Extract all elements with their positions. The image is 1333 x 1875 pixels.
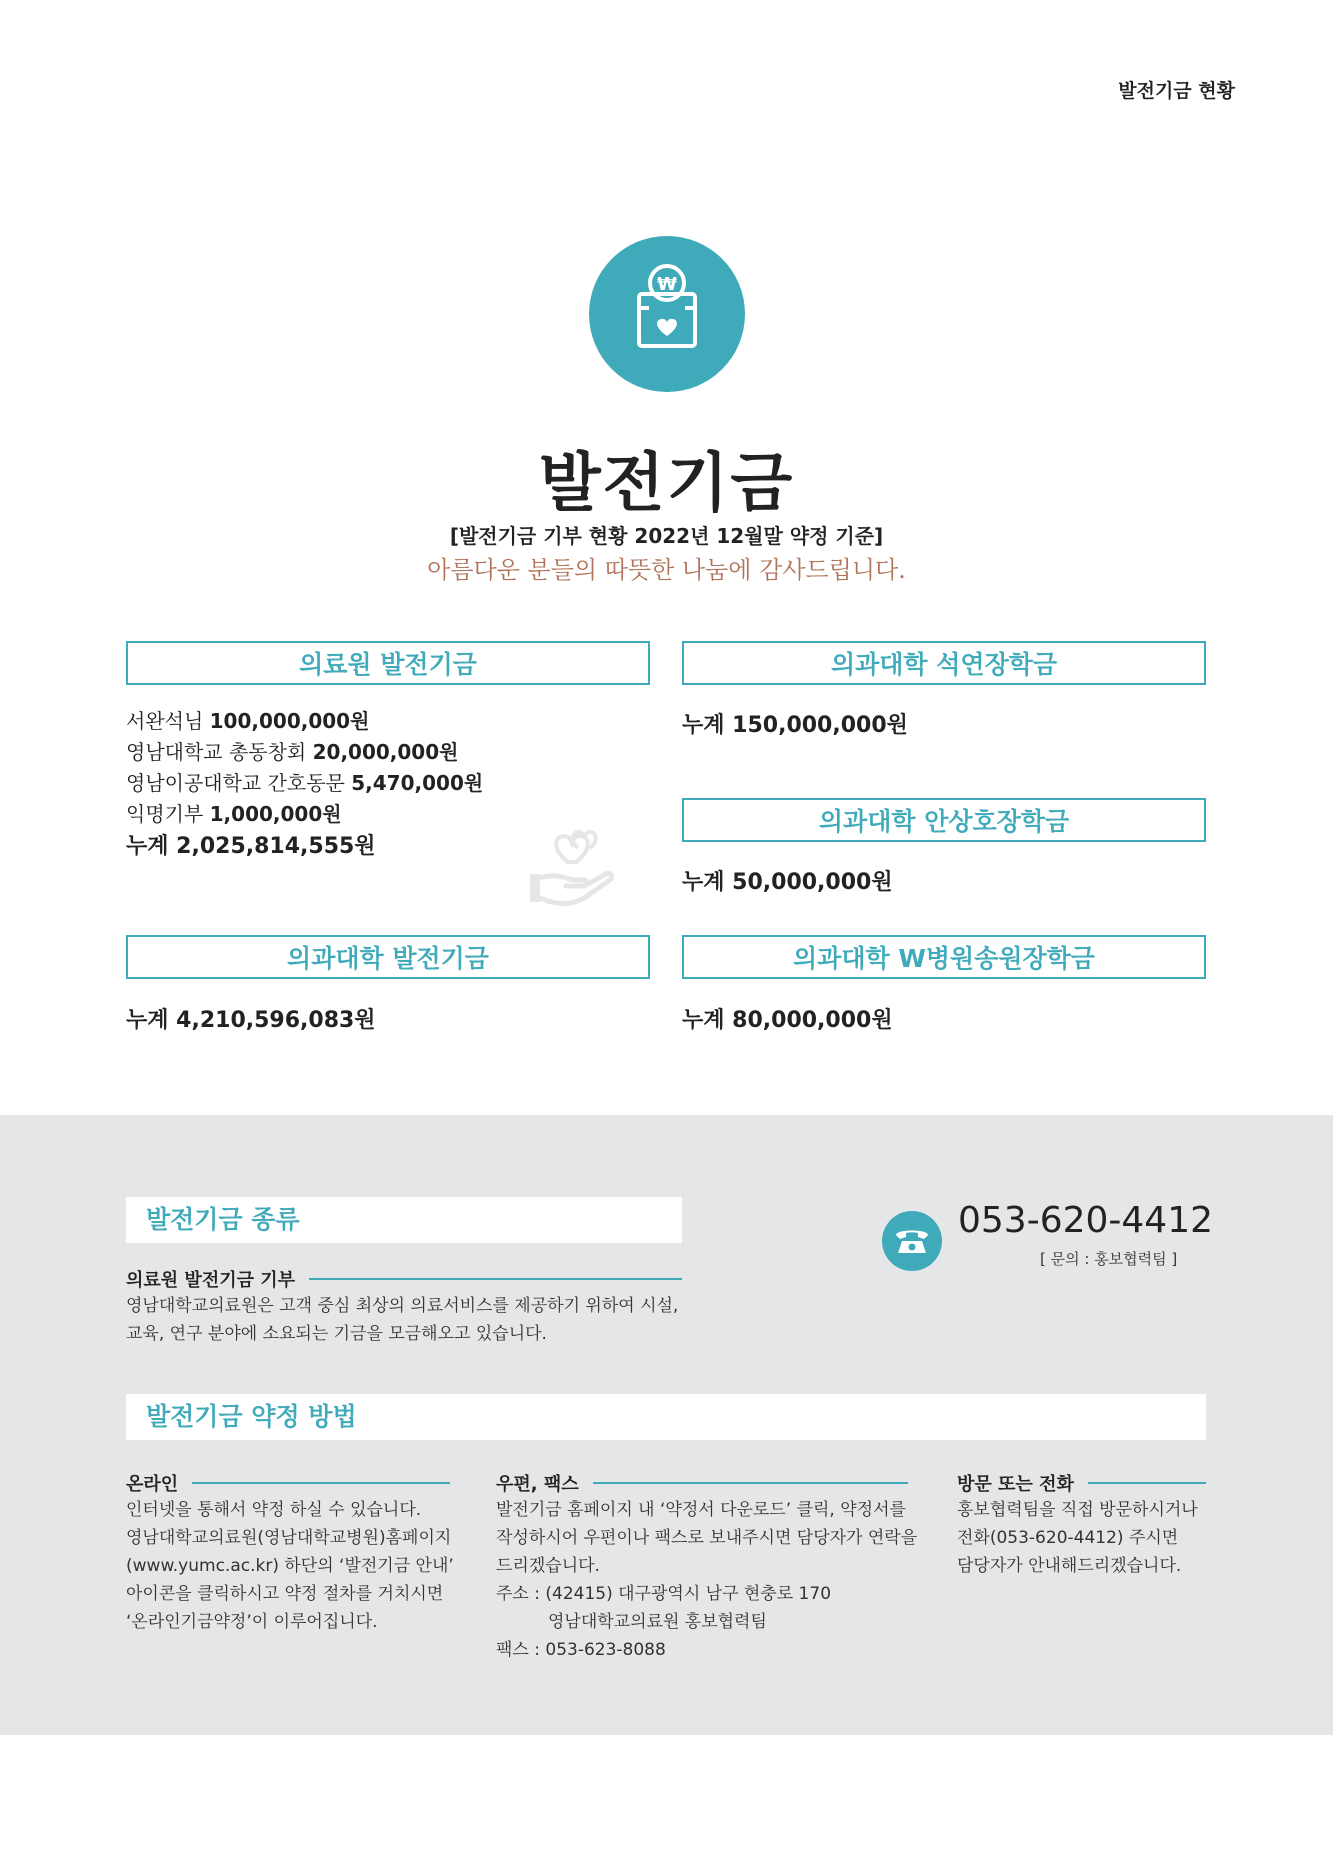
seokyeon-fund-title: 의과대학 석연장학금 [682, 641, 1206, 685]
phone-number: 053-620-4412 [958, 1200, 1214, 1241]
wbyeongwon-fund-title: 의과대학 W병원송원장학금 [682, 935, 1206, 979]
donor-row [126, 737, 576, 768]
visit-body [957, 1496, 1217, 1580]
svg-text:₩: ₩ [657, 274, 677, 295]
address-line: 영남대학교의료원 홍보협력팀 [548, 1612, 767, 1632]
body-line: 영남대학교의료원(영남대학교병원)홈페이지 [126, 1528, 452, 1548]
divider [192, 1482, 450, 1484]
divider [593, 1482, 908, 1484]
visit-title: 방문 또는 전화 [957, 1474, 1074, 1495]
body-line: 홍보협력팀을 직접 방문하시거나 [957, 1500, 1198, 1520]
donor-row [126, 768, 576, 799]
body-line: 교육, 연구 분야에 소요되는 기금을 모금해오고 있습니다. [126, 1324, 547, 1344]
donor-name: 익명기부 [126, 802, 204, 826]
donor-amount: 20,000,000원 [312, 740, 459, 764]
body-line: 인터넷을 통해서 약정 하실 수 있습니다. [126, 1500, 422, 1520]
seokyeon-fund-total: 누계 150,000,000원 [682, 713, 908, 738]
mail-title: 우편, 팩스 [496, 1474, 579, 1495]
fax-line: 팩스 : 053-623-8088 [496, 1640, 666, 1660]
wbyeongwon-fund-total: 누계 80,000,000원 [682, 1008, 893, 1033]
pledge-heading: 발전기금 약정 방법 [126, 1394, 1206, 1440]
fund-types-subheading: 의료원 발전기금 기부 [126, 1270, 296, 1291]
donor-row [126, 799, 576, 830]
body-line: 아이콘을 클릭하시고 약정 절차를 거치시면 [126, 1584, 444, 1604]
donor-name: 영남대학교 총동창회 [126, 740, 307, 764]
hospital-fund-title: 의료원 발전기금 [126, 641, 650, 685]
phone-note: [ 문의 : 홍보협력팀 ] [1040, 1250, 1178, 1268]
hospital-fund-total: 누계 2,025,814,555원 [126, 834, 376, 859]
divider [309, 1278, 682, 1280]
donor-name: 서완석님 [126, 709, 204, 733]
fund-types-body [126, 1292, 706, 1348]
ansangho-fund-title: 의과대학 안상호장학금 [682, 798, 1206, 842]
body-line: (www.yumc.ac.kr) 하단의 ‘발전기금 안내’ [126, 1556, 454, 1576]
body-line: ‘온라인기금약정’이 이루어집니다. [126, 1612, 378, 1632]
donor-amount: 1,000,000원 [209, 802, 342, 826]
body-line: 드리겠습니다. [496, 1556, 600, 1576]
mail-title-row [496, 1470, 908, 1496]
donor-row [126, 706, 576, 737]
fund-types-heading: 발전기금 종류 [126, 1197, 682, 1243]
mail-body [496, 1496, 936, 1664]
body-line: 영남대학교의료원은 고객 중심 최상의 의료서비스를 제공하기 위하여 시설, [126, 1296, 679, 1316]
hospital-fund-list [126, 706, 576, 864]
thanks-message: 아름다운 분들의 따뜻한 나눔에 감사드립니다. [427, 556, 906, 584]
heart-hand-icon [522, 818, 622, 918]
page-subtitle: [발전기금 기부 현황 2022년 12월말 약정 기준] [449, 524, 884, 548]
fund-types-subheading-row [126, 1266, 682, 1292]
body-line: 담당자가 안내해드리겠습니다. [957, 1556, 1182, 1576]
online-title-row [126, 1470, 450, 1496]
online-title: 온라인 [126, 1474, 179, 1495]
phone-icon [882, 1211, 942, 1271]
online-body [126, 1496, 466, 1636]
donor-amount: 100,000,000원 [209, 709, 370, 733]
donation-box-icon [589, 236, 745, 392]
page-title: 발전기금 [538, 447, 795, 521]
body-line: 전화(053-620-4412) 주시면 [957, 1528, 1179, 1548]
ansangho-fund-total: 누계 50,000,000원 [682, 870, 893, 895]
body-line: 발전기금 홈페이지 내 ‘약정서 다운로드’ 클릭, 약정서를 [496, 1500, 906, 1520]
divider [1088, 1482, 1206, 1484]
donor-name: 영남이공대학교 간호동문 [126, 771, 345, 795]
section-label: 발전기금 현황 [1118, 80, 1235, 102]
donor-amount: 5,470,000원 [351, 771, 484, 795]
body-line: 작성하시어 우편이나 팩스로 보내주시면 담당자가 연락을 [496, 1528, 918, 1548]
address-line: 주소 : (42415) 대구광역시 남구 현충로 170 [496, 1584, 832, 1604]
college-fund-title: 의과대학 발전기금 [126, 935, 650, 979]
college-fund-total: 누계 4,210,596,083원 [126, 1008, 376, 1033]
visit-title-row [957, 1470, 1206, 1496]
